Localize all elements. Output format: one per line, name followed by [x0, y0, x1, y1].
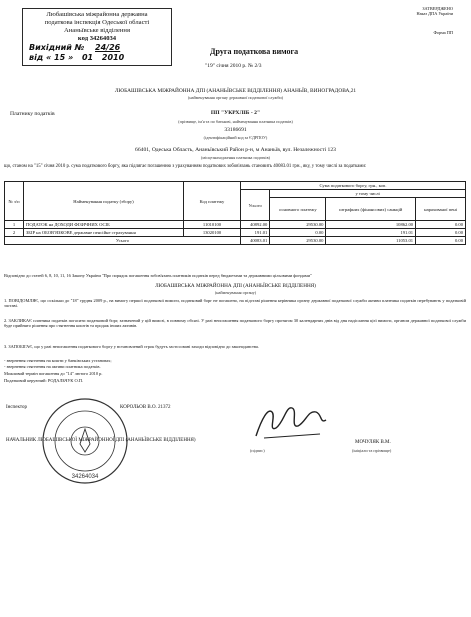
- stamp-date-day: 15: [54, 53, 66, 62]
- law-reference: Відповідно до статей 6, 8, 10, 11, 16 Закону України "Про порядок погашення зобов'язань платників податків перед бюджетами та державними цільовими фондами": [4, 273, 312, 278]
- sum-penalty: 0.00: [416, 237, 466, 245]
- paragraph-3: 3. ЗАПОБІГАЄ, що у разі непогашення податкового боргу у встановлений строк будуть застосовані заходи відповідно до законодавства.: [4, 344, 259, 349]
- stamp-date-year: 2010: [101, 53, 125, 62]
- row-code: 13020100: [184, 229, 241, 237]
- stamp-line-1: Любашівська міжрайонна державна: [46, 11, 148, 18]
- sum-total: 40083.01: [241, 237, 270, 245]
- approval-line-3: Форма ПП: [433, 30, 453, 36]
- paragraph-2: 2. ЗАКЛИКАЄ платника податків погасити податковий борг, зазначений у цій вимозі, в повному обсязі. У разі непогашення податкового боргу протягом 30 календарних днів від дня надіслання цієї вимоги, органом державної податкової служби буде прийнято рішення про стягнення коштів та продаж інших активів.: [4, 318, 466, 329]
- signatory-name: МОЧУЛЯК В.М.: [355, 440, 391, 445]
- stamp-date-month: 01: [81, 53, 94, 62]
- row-no: 2: [5, 229, 24, 237]
- name-caption: (ініціали та прізвище): [352, 448, 392, 453]
- paragraph-7: Податковий керуючий: РОДАЛЬЧУК О.П.: [4, 378, 83, 383]
- stamp-outgoing-label: Вихідний №: [29, 43, 85, 52]
- approval-line-2: Наказ ДПА України: [416, 11, 453, 17]
- document-date: "19" січня 2010 р. № 2/3: [205, 63, 262, 69]
- header-fines: штрафних (фінансових) санкцій: [326, 198, 416, 221]
- table-row: [5, 229, 466, 237]
- row-name: ПОДАТОК на ДОХОДИ ФІЗИЧНИХ ОСІБ: [24, 221, 184, 229]
- table-sum-row: [5, 237, 466, 245]
- registration-stamp: [22, 8, 172, 66]
- sum-fines: 11053.01: [326, 237, 416, 245]
- stamp-date-label: від «: [29, 53, 52, 62]
- stamp-outgoing-row: [23, 43, 171, 53]
- row-penalty: 0.00: [416, 229, 466, 237]
- stamp-line-4: код 34264034: [77, 35, 117, 42]
- paragraph-1: 1. ПОВІДОМЛЯЄ, що оскільки до "18" грудня 2009 р., на вимогу першої податкової вимоги, податковий борг не погашено, на підставі рішення керівника органу державної податкової служби активи платника податків перебувають у податковій заставі.: [4, 298, 466, 309]
- stamp-line-2: податкова інспекція Одеської області: [44, 19, 150, 26]
- code-caption: (ідентифікаційний код за ЄДРПОУ): [203, 135, 268, 140]
- paragraph-4: - звернення стягнення на кошти у банківських установах;: [4, 358, 112, 363]
- header-incl: у тому числі: [270, 190, 466, 198]
- address-caption: (місцезнаходження платника податків): [201, 155, 270, 160]
- issuer-repeat-caption: (найменування органу): [214, 290, 257, 295]
- handwritten-signature: [250, 398, 330, 446]
- row-total: 40892.00: [241, 221, 270, 229]
- row-name: ЗБІР на ОБОВ'ЯЗКОВЕ державне пенсійне страхування: [24, 229, 184, 237]
- row-fines: 191.01: [326, 229, 416, 237]
- sum-main: 29530.00: [270, 237, 326, 245]
- header-no: № з/п: [5, 182, 24, 221]
- company-address: 66401, Одеська Область, Ананьївський Район р-н, м Ананьїв, вул. Незалежності 123: [135, 147, 336, 153]
- stamp-line-3: Ананьївське відділення: [63, 27, 130, 34]
- company-name: ПП "УКРХЛІБ - 2": [210, 110, 261, 116]
- header-name: Найменування податку (збору): [24, 182, 184, 221]
- official-seal: [40, 396, 130, 486]
- header-sum: Сума податкового боргу, грн., коп.: [241, 182, 466, 190]
- intro-text: що, станом на "15" січня 2010 р. сума податкового боргу, яка підлягає погашенню з урахуванням податкових зобов'язань становить 40083.01 грн., яку, у тому числі за податками:: [4, 164, 367, 169]
- document-title: Друга податкова вимога: [210, 47, 299, 56]
- company-code: 33186691: [224, 127, 247, 133]
- addressee-label: Платнику податків: [10, 111, 55, 117]
- signature-caption: (підпис): [250, 448, 265, 453]
- stamp-date-row: від « 15 » 01 2010: [29, 53, 125, 62]
- contact-label: Інспектор: [6, 405, 27, 410]
- signatory-title: НАЧАЛЬНИК ЛЮБАШІВСЬКОЇ МІЖРАЙОННОЇ ДПІ (АНАНЬЇВСЬКЕ ВІДДІЛЕННЯ): [6, 438, 196, 443]
- approval-block: [313, 6, 453, 36]
- issuer-name: ЛЮБАШІВСЬКА МІЖРАЙОННА ДПІ (АНАНЬЇВСЬКЕ ВІДДІЛЕННЯ) АНАНЬЇВ, ВИНОГРАДОВА,21: [114, 88, 357, 94]
- header-total: Усього: [241, 190, 270, 221]
- paragraph-6: Можливий термін погашення до "14" лютого 2010 р.: [4, 371, 103, 376]
- issuer-caption: (найменування органу державної податкової служби): [188, 95, 283, 100]
- table-row: [5, 221, 466, 229]
- approval-line-1: ЗАТВЕРДЖЕНО: [422, 6, 453, 11]
- header-main: основного платежу: [270, 198, 326, 221]
- header-penalty: нарахованої пені: [416, 198, 466, 221]
- row-total: 191.01: [241, 229, 270, 237]
- row-code: 11010100: [184, 221, 241, 229]
- issuer-repeat: ЛЮБАШІВСЬКА МІЖРАЙОННА ДПІ (АНАНЬЇВСЬКЕ ВІДДІЛЕННЯ): [155, 283, 316, 289]
- sum-label: Усього: [5, 237, 241, 245]
- row-main: 0.00: [270, 229, 326, 237]
- company-caption: (прізвище, ім'я та по батькові, найменування платника податків): [178, 119, 293, 124]
- header-code: Код платежу: [184, 182, 241, 221]
- row-no: 1: [5, 221, 24, 229]
- seal-code: 34264034: [71, 474, 99, 480]
- row-fines: 10862.00: [326, 221, 416, 229]
- paragraph-5: - звернення стягнення на активи платника податків.: [4, 364, 101, 369]
- contact-info: КОРОЛЬОВ В.О. 21372: [120, 405, 171, 410]
- row-penalty: 0.00: [416, 221, 466, 229]
- row-main: 29530.00: [270, 221, 326, 229]
- tax-debt-table: [4, 181, 466, 245]
- stamp-outgoing-number: 24/26: [95, 43, 121, 52]
